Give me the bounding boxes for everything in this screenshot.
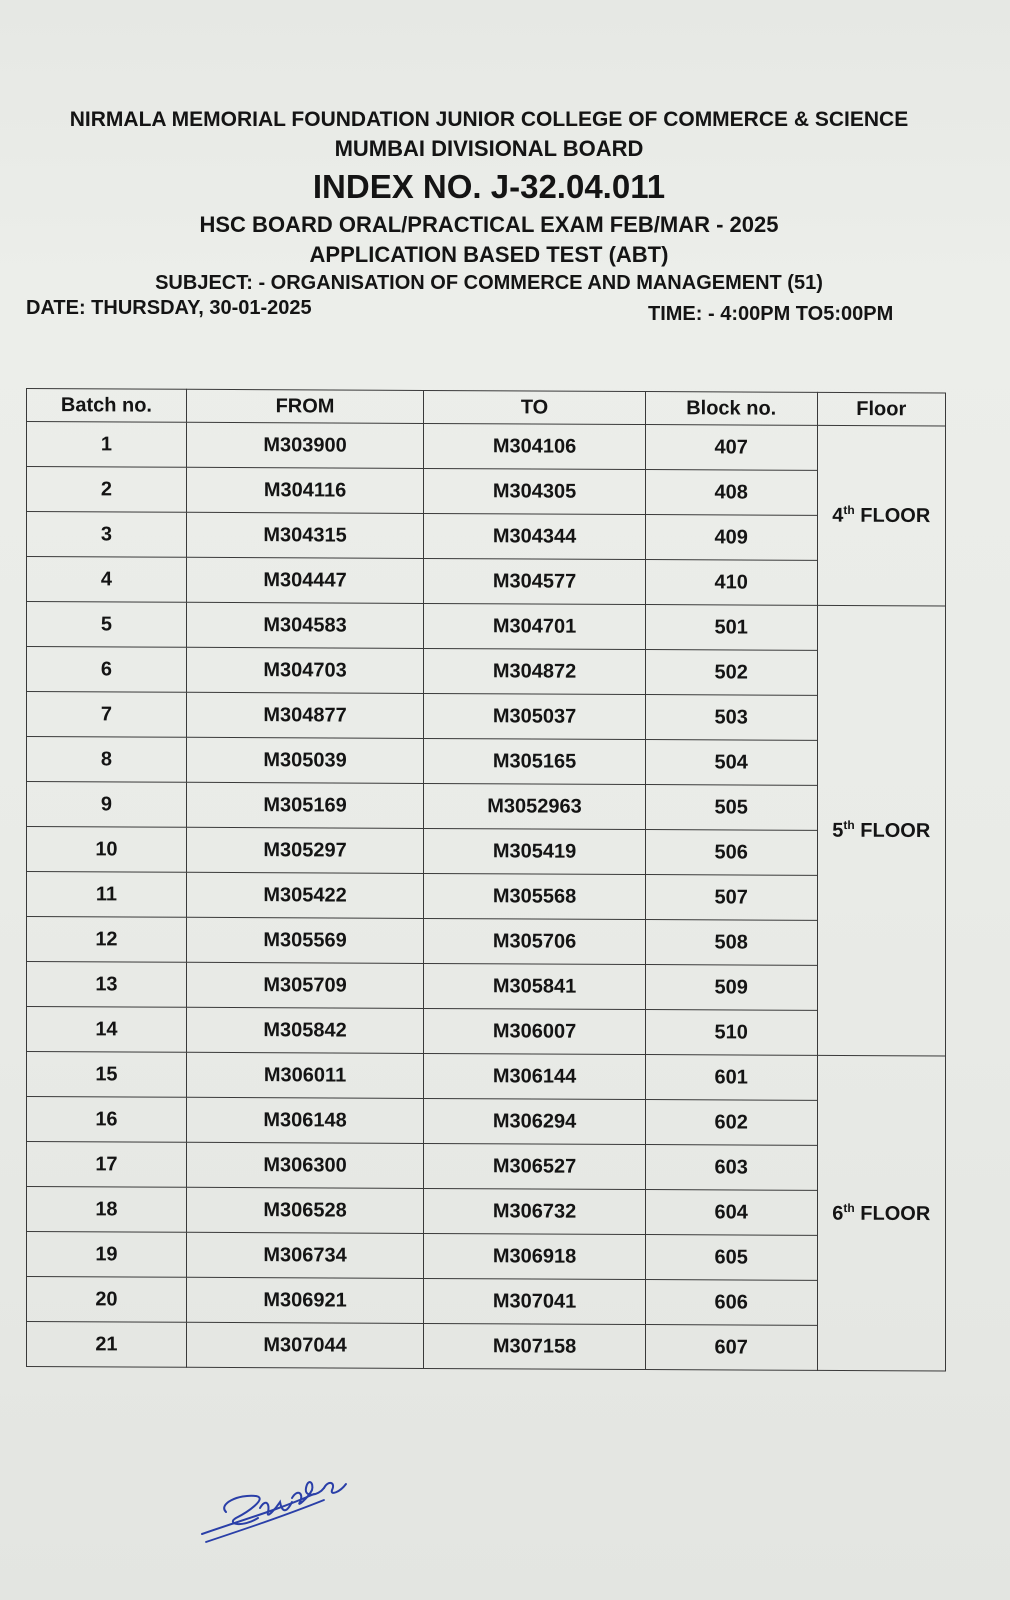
table-row [27,1277,946,1326]
cell-to: M3052963 [424,783,646,829]
cell-batch: 15 [27,1052,187,1098]
cell-block: 604 [645,1190,817,1236]
table-row [27,602,946,651]
exam-time: TIME: - 4:00PM TO5:00PM [648,303,894,325]
cell-batch: 11 [27,872,187,918]
cell-to: M307041 [424,1278,646,1324]
cell-block: 506 [645,830,817,876]
handwritten-signature [196,1468,356,1548]
cell-block: 602 [645,1100,817,1146]
floor-label: FLOOR [860,504,931,528]
board-name: MUMBAI DIVISIONAL BOARD [334,136,644,161]
floor-suffix: th [843,503,855,518]
cell-batch: 12 [27,917,187,963]
cell-block: 501 [645,605,817,651]
cell-to: M304701 [424,603,646,649]
cell-to: M305419 [424,828,646,874]
cell-from: M305422 [186,872,423,918]
cell-batch: 9 [27,782,187,828]
cell-to: M306144 [424,1053,646,1099]
table-row [27,647,946,696]
cell-to: M304344 [424,513,646,559]
floor-label: FLOOR [860,819,931,843]
floor-number: 5 [832,819,844,842]
cell-to: M304577 [424,558,646,604]
table-row [27,422,946,471]
cell-block: 605 [645,1235,817,1281]
date-time-row [0,297,1010,325]
cell-block: 503 [645,695,817,741]
cell-from: M306528 [186,1187,423,1233]
cell-batch: 2 [27,467,187,513]
cell-to: M305037 [424,693,646,739]
table-row [27,737,946,786]
floor-suffix: th [843,1200,855,1215]
cell-batch: 16 [27,1097,187,1143]
cell-from: M305842 [186,1007,423,1053]
cell-from: M306300 [186,1142,423,1188]
cell-to: M305165 [424,738,646,784]
cell-block: 603 [645,1145,817,1191]
cell-batch: 8 [27,737,187,783]
table-row [27,557,946,606]
batch-allocation-table [26,388,946,1371]
cell-block: 505 [645,785,817,831]
table-header-row [27,389,946,426]
cell-batch: 18 [27,1187,187,1233]
table-row [27,1232,946,1281]
cell-from: M304447 [186,557,423,603]
floor-number: 4 [832,504,844,527]
document-header [0,108,1010,325]
cell-from: M304116 [186,467,423,513]
cell-batch: 10 [27,827,187,873]
table-row [27,962,946,1011]
cell-block: 606 [645,1280,817,1326]
table-row [27,1187,946,1236]
cell-from: M306921 [186,1277,423,1323]
college-name: NIRMALA MEMORIAL FOUNDATION JUNIOR COLLEGE OF COMMERCE & SCIENCE [69,108,909,131]
table-row [27,1142,946,1191]
table-row [27,1322,946,1371]
cell-from: M307044 [186,1322,423,1368]
cell-from: M305569 [186,917,423,963]
floor-label: FLOOR [860,1202,931,1225]
cell-block: 601 [645,1055,817,1101]
cell-batch: 5 [27,602,187,648]
column-header-floor: Floor [817,392,945,426]
cell-to: M307158 [424,1323,646,1369]
cell-from: M306734 [186,1232,423,1278]
cell-block: 408 [645,470,817,516]
cell-batch: 21 [27,1322,187,1368]
table-row [27,827,946,876]
cell-block: 510 [645,1010,817,1056]
cell-to: M306527 [424,1143,646,1189]
cell-batch: 6 [27,647,187,693]
cell-block: 504 [645,740,817,786]
cell-block: 607 [645,1325,817,1371]
cell-batch: 20 [27,1277,187,1323]
cell-from: M304583 [186,602,423,648]
cell-block: 502 [645,650,817,696]
cell-block: 507 [645,875,817,921]
table-row [27,872,946,921]
cell-to: M304106 [424,423,646,469]
table-row [27,1007,946,1056]
table-row [27,692,946,741]
table-row [27,1052,946,1101]
cell-to: M304305 [424,468,646,514]
subject-line: SUBJECT: - ORGANISATION OF COMMERCE AND MANAGEMENT (51) [155,272,823,294]
cell-batch: 1 [27,422,187,468]
cell-block: 508 [645,920,817,966]
table-row [27,782,946,831]
cell-from: M305297 [186,827,423,873]
floor-cell-5 [817,605,945,1056]
cell-to: M306007 [424,1008,646,1054]
table-row [27,1097,946,1146]
cell-from: M304315 [186,512,423,558]
floor-cell-6 [817,1055,945,1371]
test-title: APPLICATION BASED TEST (ABT) [309,242,669,267]
cell-to: M305841 [424,963,646,1009]
cell-batch: 7 [27,692,187,738]
cell-block: 410 [645,560,817,606]
cell-from: M303900 [186,422,423,468]
cell-from: M305709 [186,962,423,1008]
floor-number: 6 [832,1202,844,1225]
cell-from: M306148 [186,1097,423,1143]
column-header-from: FROM [186,389,423,423]
cell-from: M305169 [186,782,423,828]
table-row [27,917,946,966]
cell-batch: 14 [27,1007,187,1053]
column-header-block: Block no. [645,392,817,426]
exam-date: DATE: THURSDAY, 30-01-2025 [26,297,312,319]
column-header-batch: Batch no. [27,389,187,423]
cell-block: 509 [645,965,817,1011]
cell-batch: 19 [27,1232,187,1278]
cell-batch: 4 [27,557,187,603]
floor-suffix: th [843,818,855,833]
cell-from: M304877 [186,692,423,738]
floor-cell-4 [817,425,945,606]
cell-block: 407 [645,425,817,471]
cell-block: 409 [645,515,817,561]
cell-to: M306294 [424,1098,646,1144]
cell-from: M305039 [186,737,423,783]
table-row [27,467,946,516]
cell-to: M304872 [424,648,646,694]
cell-to: M305706 [424,918,646,964]
cell-to: M306732 [424,1188,646,1234]
cell-to: M306918 [424,1233,646,1279]
cell-from: M304703 [186,647,423,693]
cell-to: M305568 [424,873,646,919]
index-number: INDEX NO. J-32.04.011 [312,168,666,205]
column-header-to: TO [424,390,646,424]
cell-batch: 3 [27,512,187,558]
cell-from: M306011 [186,1052,423,1098]
cell-batch: 13 [27,962,187,1008]
table-row [27,512,946,561]
cell-batch: 17 [27,1142,187,1188]
exam-title: HSC BOARD ORAL/PRACTICAL EXAM FEB/MAR - 2025 [199,212,779,237]
